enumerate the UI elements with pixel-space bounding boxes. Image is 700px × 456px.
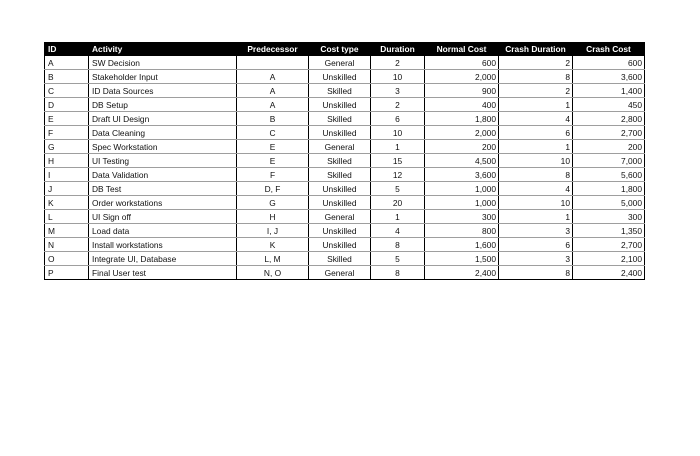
cell-duration: 6 (371, 112, 425, 126)
cell-duration: 1 (371, 210, 425, 224)
cell-id: A (45, 56, 89, 70)
cell-duration: 4 (371, 224, 425, 238)
cell-predecessor: E (237, 154, 309, 168)
table-row (45, 84, 645, 98)
cell-crash-duration: 6 (499, 126, 573, 140)
cell-crash-cost: 5,000 (573, 196, 645, 210)
cell-cost-type: Skilled (309, 112, 371, 126)
cell-normal-cost: 2,000 (425, 126, 499, 140)
table-row (45, 126, 645, 140)
cell-crash-duration: 1 (499, 140, 573, 154)
cell-duration: 1 (371, 140, 425, 154)
table-row (45, 224, 645, 238)
cell-predecessor: D, F (237, 182, 309, 196)
cell-crash-duration: 2 (499, 56, 573, 70)
cell-duration: 10 (371, 126, 425, 140)
cell-cost-type: Skilled (309, 154, 371, 168)
header-row (45, 43, 645, 56)
cell-crash-duration: 3 (499, 224, 573, 238)
cell-cost-type: General (309, 266, 371, 280)
cell-crash-duration: 1 (499, 210, 573, 224)
table-row (45, 252, 645, 266)
cell-cost-type: Unskilled (309, 238, 371, 252)
table-row (45, 140, 645, 154)
cell-id: B (45, 70, 89, 84)
cell-activity: Integrate UI, Database (89, 252, 237, 266)
cell-duration: 12 (371, 168, 425, 182)
cell-cost-type: Skilled (309, 168, 371, 182)
cell-duration: 5 (371, 252, 425, 266)
cell-id: O (45, 252, 89, 266)
cell-id: I (45, 168, 89, 182)
cell-crash-duration: 4 (499, 182, 573, 196)
cell-id: K (45, 196, 89, 210)
cell-id: D (45, 98, 89, 112)
cell-cost-type: Skilled (309, 252, 371, 266)
cell-normal-cost: 900 (425, 84, 499, 98)
cell-cost-type: Skilled (309, 84, 371, 98)
cell-normal-cost: 200 (425, 140, 499, 154)
table-row (45, 98, 645, 112)
cell-predecessor: I, J (237, 224, 309, 238)
cell-predecessor: B (237, 112, 309, 126)
cell-duration: 8 (371, 238, 425, 252)
table-row (45, 70, 645, 84)
cell-normal-cost: 1,000 (425, 182, 499, 196)
cell-cost-type: Unskilled (309, 126, 371, 140)
cell-crash-cost: 2,100 (573, 252, 645, 266)
cell-activity: Data Validation (89, 168, 237, 182)
cell-predecessor: L, M (237, 252, 309, 266)
cell-activity: ID Data Sources (89, 84, 237, 98)
header-crash-duration: Crash Duration (499, 43, 573, 56)
cell-crash-cost: 600 (573, 56, 645, 70)
cell-normal-cost: 400 (425, 98, 499, 112)
table-row (45, 154, 645, 168)
cell-predecessor: A (237, 84, 309, 98)
cell-normal-cost: 2,000 (425, 70, 499, 84)
cell-activity: Final User test (89, 266, 237, 280)
table-row (45, 182, 645, 196)
cell-id: P (45, 266, 89, 280)
cell-activity: Stakeholder Input (89, 70, 237, 84)
cell-id: F (45, 126, 89, 140)
header-normal-cost: Normal Cost (425, 43, 499, 56)
cell-crash-cost: 5,600 (573, 168, 645, 182)
cell-normal-cost: 1,000 (425, 196, 499, 210)
cell-cost-type: Unskilled (309, 70, 371, 84)
cell-duration: 8 (371, 266, 425, 280)
table-row (45, 238, 645, 252)
cell-id: H (45, 154, 89, 168)
cell-crash-duration: 2 (499, 84, 573, 98)
header-id: ID (45, 43, 89, 56)
cell-activity: Order workstations (89, 196, 237, 210)
cell-normal-cost: 800 (425, 224, 499, 238)
cell-duration: 2 (371, 98, 425, 112)
cell-crash-duration: 1 (499, 98, 573, 112)
cell-crash-duration: 3 (499, 252, 573, 266)
cell-duration: 5 (371, 182, 425, 196)
cell-activity: Load data (89, 224, 237, 238)
cell-id: L (45, 210, 89, 224)
header-activity: Activity (89, 43, 237, 56)
cell-normal-cost: 3,600 (425, 168, 499, 182)
cell-duration: 15 (371, 154, 425, 168)
cell-duration: 2 (371, 56, 425, 70)
cell-predecessor: H (237, 210, 309, 224)
cell-predecessor: K (237, 238, 309, 252)
cell-id: M (45, 224, 89, 238)
cell-crash-cost: 2,800 (573, 112, 645, 126)
table-row (45, 56, 645, 70)
cell-crash-cost: 7,000 (573, 154, 645, 168)
cell-predecessor: F (237, 168, 309, 182)
cell-normal-cost: 2,400 (425, 266, 499, 280)
cell-activity: Data Cleaning (89, 126, 237, 140)
cell-crash-cost: 2,700 (573, 126, 645, 140)
table-row (45, 266, 645, 280)
cell-crash-cost: 300 (573, 210, 645, 224)
cell-cost-type: Unskilled (309, 98, 371, 112)
cell-crash-duration: 10 (499, 196, 573, 210)
cell-normal-cost: 300 (425, 210, 499, 224)
cell-crash-duration: 8 (499, 70, 573, 84)
cell-crash-duration: 8 (499, 266, 573, 280)
cell-crash-cost: 1,350 (573, 224, 645, 238)
cell-cost-type: General (309, 140, 371, 154)
cell-normal-cost: 600 (425, 56, 499, 70)
cell-duration: 20 (371, 196, 425, 210)
cell-normal-cost: 1,500 (425, 252, 499, 266)
cell-predecessor: E (237, 140, 309, 154)
cell-cost-type: General (309, 56, 371, 70)
cell-cost-type: Unskilled (309, 224, 371, 238)
cell-cost-type: Unskilled (309, 182, 371, 196)
cell-activity: DB Setup (89, 98, 237, 112)
cell-activity: Spec Workstation (89, 140, 237, 154)
header-duration: Duration (371, 43, 425, 56)
cell-activity: UI Sign off (89, 210, 237, 224)
cell-id: E (45, 112, 89, 126)
table-body (45, 56, 645, 280)
cell-activity: DB Test (89, 182, 237, 196)
header-cost-type: Cost type (309, 43, 371, 56)
cell-predecessor (237, 56, 309, 70)
cell-crash-duration: 10 (499, 154, 573, 168)
header-predecessor: Predecessor (237, 43, 309, 56)
cell-predecessor: N, O (237, 266, 309, 280)
cell-duration: 10 (371, 70, 425, 84)
cell-normal-cost: 4,500 (425, 154, 499, 168)
table-row (45, 196, 645, 210)
cell-crash-cost: 2,400 (573, 266, 645, 280)
cell-activity: Install workstations (89, 238, 237, 252)
cell-activity: SW Decision (89, 56, 237, 70)
cell-normal-cost: 1,600 (425, 238, 499, 252)
cell-id: G (45, 140, 89, 154)
cell-crash-duration: 4 (499, 112, 573, 126)
cell-crash-cost: 3,600 (573, 70, 645, 84)
cell-predecessor: G (237, 196, 309, 210)
cell-id: J (45, 182, 89, 196)
cell-crash-cost: 200 (573, 140, 645, 154)
cell-duration: 3 (371, 84, 425, 98)
table-row (45, 210, 645, 224)
cell-id: N (45, 238, 89, 252)
cell-activity: Draft UI Design (89, 112, 237, 126)
cell-crash-cost: 1,400 (573, 84, 645, 98)
table-row (45, 112, 645, 126)
cell-predecessor: C (237, 126, 309, 140)
cell-crash-cost: 450 (573, 98, 645, 112)
cell-crash-duration: 8 (499, 168, 573, 182)
cell-normal-cost: 1,800 (425, 112, 499, 126)
cell-crash-duration: 6 (499, 238, 573, 252)
cell-predecessor: A (237, 98, 309, 112)
cell-activity: UI Testing (89, 154, 237, 168)
table-row (45, 168, 645, 182)
cell-predecessor: A (237, 70, 309, 84)
cell-cost-type: General (309, 210, 371, 224)
cell-crash-cost: 1,800 (573, 182, 645, 196)
cell-cost-type: Unskilled (309, 196, 371, 210)
cell-crash-cost: 2,700 (573, 238, 645, 252)
activity-table (44, 42, 645, 280)
header-crash-cost: Crash Cost (573, 43, 645, 56)
cell-id: C (45, 84, 89, 98)
